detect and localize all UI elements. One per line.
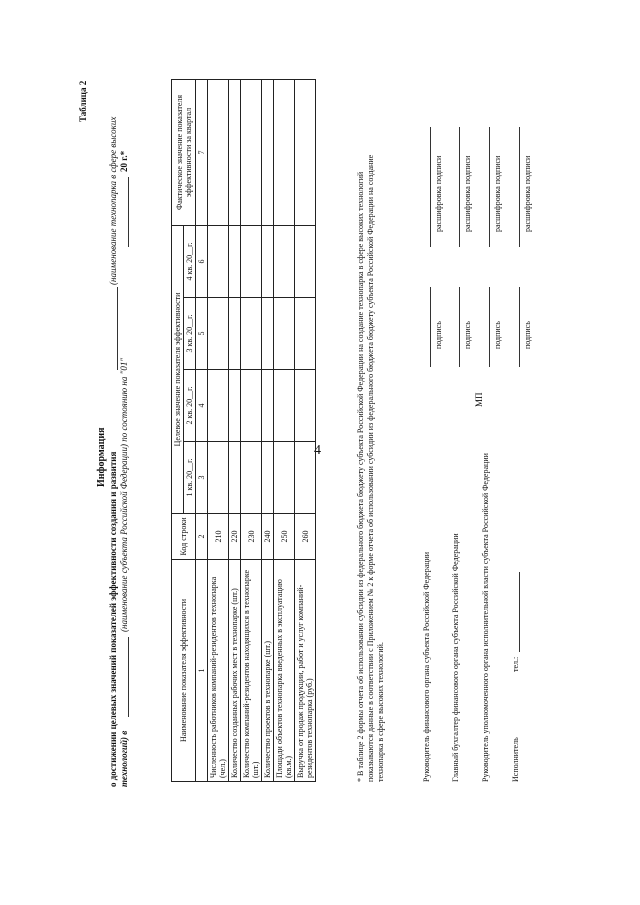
signer-role-authorized-body-head: Руководитель уполномоченного органа исполнительной власти субъекта Российской Федерации: [481, 453, 490, 782]
table-row: [262, 79, 274, 781]
table-label: Таблица 2: [78, 80, 88, 122]
signature-caption: подпись: [434, 321, 443, 349]
stamp-place: МП: [474, 392, 484, 407]
decode-line: [489, 127, 490, 247]
footnote-line1: * В таблице 2 формы отчета об использовании субсидии из федерального бюджета бюджету субъекта Российской Федерации на создание технопарка в сфере высоких технологий: [356, 171, 365, 782]
value-cell: [262, 370, 274, 442]
value-cell: [241, 79, 262, 225]
row-name: Количество созданных рабочих мест в технопарке (шт.): [229, 560, 241, 782]
value-cell: [241, 442, 262, 514]
report-heading-line1: о достижении целевых значений показателей эффективности создания и развития: [108, 451, 118, 787]
decode-caption: расшифровка подписи: [523, 155, 532, 232]
signature-line: [489, 287, 490, 367]
signature-line: [430, 287, 431, 367]
value-cell: [229, 225, 241, 297]
value-cell: [274, 442, 295, 514]
row-code: 230: [241, 514, 262, 560]
value-cell: [208, 298, 229, 370]
col-number: 6: [196, 225, 208, 297]
page-number: 4: [314, 443, 321, 458]
signature-caption: подпись: [493, 321, 502, 349]
col-header-q1: 1 кв. 20__г.: [184, 442, 196, 514]
report-title: Информация: [96, 427, 107, 487]
phone-label: тел.:: [511, 656, 520, 672]
signature-line: [459, 287, 460, 367]
signer-role-executor: Исполнитель: [511, 737, 520, 782]
row-code: 220: [229, 514, 241, 560]
value-cell: [295, 298, 316, 370]
row-name: Количество компаний-резидентов находящихся в технопарке (шт.): [241, 560, 262, 782]
decode-line: [459, 127, 460, 247]
decode-caption: расшифровка подписи: [493, 155, 502, 232]
title-blank-3: [128, 177, 129, 247]
phone-line: [519, 572, 520, 652]
col-header-q3: 3 кв. 20__г.: [184, 298, 196, 370]
value-cell: [208, 442, 229, 514]
table-header-row: [172, 79, 184, 781]
indicators-table: [171, 79, 316, 782]
value-cell: [274, 298, 295, 370]
row-code: 260: [295, 514, 316, 560]
table-row: [208, 79, 229, 781]
report-heading-line1-italic: (наименование технопарка в сфере высоких: [108, 116, 118, 285]
value-cell: [241, 225, 262, 297]
value-cell: [208, 225, 229, 297]
signature-caption: подпись: [463, 321, 472, 349]
row-name: Численность работников компаний-резидентов технопарка (чел.): [208, 560, 229, 782]
table-row: [295, 79, 316, 781]
row-name: Выручка от продаж продукции, работ и услуг компаний-резидентов технопарка (руб.): [295, 560, 316, 782]
value-cell: [274, 370, 295, 442]
value-cell: [262, 442, 274, 514]
value-cell: [295, 225, 316, 297]
value-cell: [295, 442, 316, 514]
value-cell: [241, 298, 262, 370]
value-cell: [274, 79, 295, 225]
row-code: 240: [262, 514, 274, 560]
row-code: 250: [274, 514, 295, 560]
row-name: Количество проектов в технопарке (шт.): [262, 560, 274, 782]
value-cell: [229, 370, 241, 442]
signer-role-chief-accountant: Главный бухгалтер финансового органа субъекта Российской Федерации: [451, 533, 460, 782]
title-blank-1: [117, 287, 118, 370]
decode-line: [430, 127, 431, 247]
value-cell: [262, 79, 274, 225]
value-cell: [295, 370, 316, 442]
value-cell: [229, 79, 241, 225]
value-cell: [262, 225, 274, 297]
footnote-line3: технопарка в сфере высоких технологий.: [376, 642, 385, 782]
signature-caption: подпись: [523, 321, 532, 349]
value-cell: [295, 79, 316, 225]
col-number: 1: [196, 560, 208, 782]
report-heading-line2-end: 20 г.*: [119, 150, 129, 172]
col-header-target: Целевое значение показателя эффективности: [172, 225, 184, 513]
row-code: 210: [208, 514, 229, 560]
report-heading-line2-start: технологий) в: [119, 730, 129, 787]
value-cell: [241, 370, 262, 442]
value-cell: [229, 298, 241, 370]
footnote-line2: показываются данные в соответствии с Приложением № 2 к форме отчета об использовании субсидии из федерального бюджета бюджету субъекта Российской Федерации на создание: [366, 154, 375, 782]
table-row: [274, 79, 295, 781]
signer-role-finance-head: Руководитель финансового органа субъекта Российской Федерации: [422, 551, 431, 782]
column-numbers-row: [196, 79, 208, 781]
value-cell: [262, 298, 274, 370]
col-header-actual: Фактическое значение показателя эффективности за квартал: [172, 79, 196, 225]
decode-caption: расшифровка подписи: [434, 155, 443, 232]
col-header-code: Код строки: [172, 514, 196, 560]
report-heading-line2-italic: (наименование субъекта Российской Федерации) по состоянию на "01": [119, 357, 129, 632]
col-number: 3: [196, 442, 208, 514]
col-header-q4: 4 кв. 20__г.: [184, 225, 196, 297]
value-cell: [274, 225, 295, 297]
col-number: 4: [196, 370, 208, 442]
col-number: 5: [196, 298, 208, 370]
decode-caption: расшифровка подписи: [463, 155, 472, 232]
value-cell: [208, 370, 229, 442]
value-cell: [229, 442, 241, 514]
row-name: Площади объектов технопарка введенных в эксплуатацию (кв.м.): [274, 560, 295, 782]
table-row: [229, 79, 241, 781]
value-cell: [208, 79, 229, 225]
col-number: 2: [196, 514, 208, 560]
decode-line: [519, 127, 520, 247]
col-header-name: Наименование показателя эффективности: [172, 560, 196, 782]
landscape-sheet: [56, 37, 616, 867]
col-header-q2: 2 кв. 20__г.: [184, 370, 196, 442]
signature-line: [519, 287, 520, 367]
table-row: [241, 79, 262, 781]
col-number: 7: [196, 79, 208, 225]
title-blank-2: [128, 637, 129, 717]
